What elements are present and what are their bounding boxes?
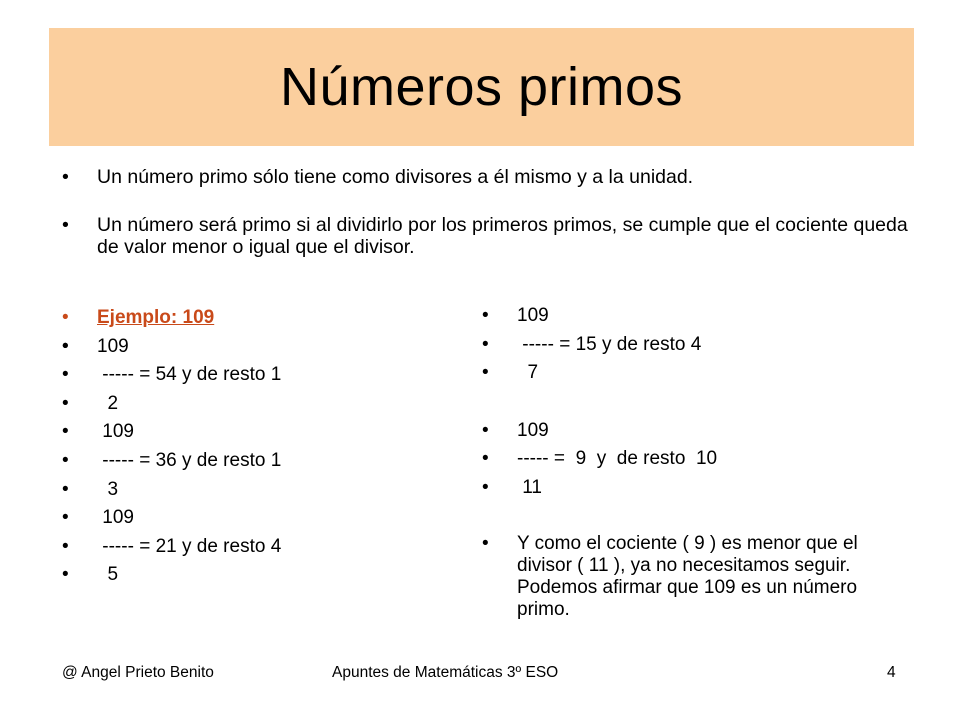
list-item: • 3 <box>62 476 462 505</box>
intro-item: • Un número primo sólo tiene como divisores a él mismo y a la unidad. <box>62 166 912 188</box>
list-item: • ----- = 21 y de resto 4 <box>62 533 462 562</box>
list-item: • ----- = 15 y de resto 4 <box>482 331 862 360</box>
list-item: • 7 <box>482 359 862 388</box>
conclusion-item: • Y como el cociente ( 9 ) es menor que el divisor ( 11 ), ya no necesitamos seguir. Podemos afirmar que 109 es un número primo. <box>482 533 862 621</box>
intro-item: • Un número será primo si al dividirlo por los primeros primos, se cumple que el cociente queda de valor menor o igual que el divisor. <box>62 214 912 258</box>
list-item: • 109 <box>62 504 462 533</box>
list-item: • 109 <box>482 417 862 446</box>
list-item: • ----- = 54 y de resto 1 <box>62 361 462 390</box>
example-label: Ejemplo: 109 <box>97 307 215 328</box>
left-column-list <box>62 304 462 590</box>
list-item: • 109 <box>62 333 462 362</box>
list-item: • 5 <box>62 561 462 590</box>
list-item: • 109 <box>482 302 862 331</box>
list-item: • 2 <box>62 390 462 419</box>
example-item <box>62 304 462 333</box>
list-item: • 109 <box>62 418 462 447</box>
list-item: • ----- = 9 y de resto 10 <box>482 445 862 474</box>
footer-author: @ Angel Prieto Benito <box>62 664 214 681</box>
slide-title: Números primos <box>279 57 684 117</box>
list-item: • ----- = 36 y de resto 1 <box>62 447 462 476</box>
right-column-list <box>482 302 862 621</box>
page-number: 4 <box>887 664 896 681</box>
intro-list <box>62 166 912 258</box>
title-band <box>49 28 914 146</box>
footer-course: Apuntes de Matemáticas 3º ESO <box>332 664 559 681</box>
list-item: • 11 <box>482 474 862 503</box>
